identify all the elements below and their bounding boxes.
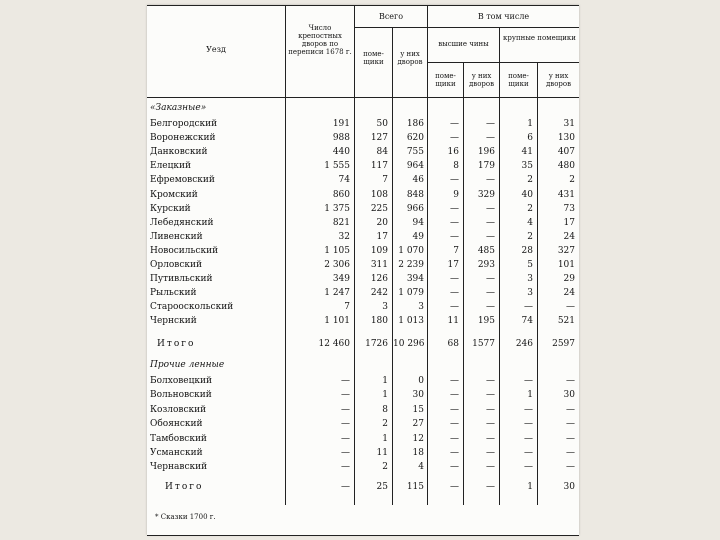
table-row-col-1: — [341,448,350,458]
table-row-col-2: 1 [382,390,388,400]
table-row-col-2: 108 [370,190,388,200]
total-row-2-col-2: 25 [376,482,388,492]
table-row-col-3: 620 [406,133,424,143]
total-row-2-col-5: — [486,482,495,492]
total-row-1-col-2: 1726 [365,339,388,349]
header-sub-pomeshchiki-1: поме-щики [435,72,456,88]
table-row-col-7: 2 [569,175,575,185]
table-row-col-1: 821 [332,218,350,228]
total-row-1-col-6: 246 [515,339,533,349]
table-row-col-2: 3 [382,302,388,312]
uezd-name: Путивльский [150,274,213,284]
table-row-col-6: 3 [527,274,533,284]
total-row-2-col-4: — [450,482,459,492]
footnote: * Сказки 1700 г. [155,513,216,521]
uezd-name: Старооскольский [150,302,234,312]
section-title-zakaznye: «Заказные» [150,103,207,113]
table-row-col-5: — [486,288,495,298]
table-row-col-2: 20 [376,218,388,228]
table-row-col-6: 2 [527,175,533,185]
header-vysshie-chiny: высшие чины [438,40,489,48]
table-row-col-3: 966 [406,204,424,214]
total-row-1-col-7: 2597 [552,339,575,349]
table-row-col-5: — [486,204,495,214]
table-row-col-7: — [566,448,575,458]
table-row-col-2: 225 [370,204,388,214]
table-row-col-2: 1 [382,434,388,444]
table-row-col-6: 5 [527,260,533,270]
table-row-col-7: 431 [557,190,575,200]
table-row-col-6: 1 [527,390,533,400]
uezd-name: Кромский [150,190,198,200]
uezd-name: Усманский [150,448,203,458]
table-row-col-5: — [486,302,495,312]
total-row-1-col-5: 1577 [472,339,495,349]
table-row-col-7: 24 [563,232,575,242]
table-top-rule [147,5,579,6]
table-row-col-3: 2 239 [398,260,424,270]
table-row-col-6: 1 [527,119,533,129]
table-row-col-4: — [450,232,459,242]
uezd-name: Тамбовский [150,434,207,444]
uezd-name: Рыльский [150,288,197,298]
total-label-1: Итого [157,339,196,349]
table-row-col-7: — [566,434,575,444]
table-row-col-4: — [450,175,459,185]
table-row-col-5: — [486,175,495,185]
table-row-col-5: — [486,419,495,429]
uezd-name: Болховецкий [150,376,213,386]
table-row-col-2: 311 [370,260,388,270]
table-row-col-6: 40 [521,190,533,200]
table-row-col-7: — [566,419,575,429]
table-row-col-2: 11 [376,448,388,458]
table-row-col-5: — [486,462,495,472]
table-row-col-7: 29 [563,274,575,284]
uezd-name: Обоянский [150,419,203,429]
table-row-col-3: 4 [418,462,424,472]
table-row-col-2: 1 [382,376,388,386]
total-row-1-col-1: 12 460 [318,339,350,349]
table-row-col-4: — [450,218,459,228]
header-v-tom-chisle: В том числе [477,12,530,21]
table-row-col-4: — [450,390,459,400]
table-row-col-7: 101 [557,260,575,270]
table-row-col-6: 41 [521,147,533,157]
table-row-col-6: 74 [521,316,533,326]
uezd-name: Курский [150,204,191,214]
table-row-col-3: 3 [418,302,424,312]
table-row-col-4: — [450,204,459,214]
uezd-name: Лебедянский [150,218,214,228]
table-row-col-2: 84 [376,147,388,157]
table-row-col-1: — [341,376,350,386]
table-row-col-4: — [450,419,459,429]
table-row-col-6: — [524,434,533,444]
table-row-col-6: 28 [521,246,533,256]
table-row-col-1: 1 375 [324,204,350,214]
table-row-col-6: 2 [527,232,533,242]
table-row-col-1: — [341,434,350,444]
total-row-1-col-3: 10 296 [393,339,425,349]
table-row-col-4: — [450,302,459,312]
table-row-col-2: 127 [370,133,388,143]
table-row-col-4: 7 [453,246,459,256]
table-row-col-5: — [486,218,495,228]
table-row-col-5: — [486,448,495,458]
table-row-col-3: 186 [406,119,424,129]
header-dvorov: Число крепостных дворов по переписи 1678 г. [288,24,352,56]
table-row-col-6: 6 [527,133,533,143]
table-row-col-2: 117 [370,161,388,171]
table-row-col-7: 17 [563,218,575,228]
table-row-col-6: — [524,302,533,312]
table-row-col-3: 848 [406,190,424,200]
table-row-col-5: — [486,405,495,415]
table-row-col-7: — [566,405,575,415]
table-row-col-4: — [450,274,459,284]
total-row-2-col-6: 1 [527,482,533,492]
total-row-2-col-3: 115 [406,482,424,492]
table-row-col-6: 35 [521,161,533,171]
table-row-col-5: 196 [477,147,495,157]
uezd-name: Новосильский [150,246,219,256]
table-row-col-3: 394 [406,274,424,284]
header-pomeshchiki: поме-щики [363,50,384,66]
table-row-col-5: — [486,119,495,129]
table-row-col-1: — [341,462,350,472]
table-row-col-7: 521 [557,316,575,326]
table-row-col-5: — [486,232,495,242]
table-row-col-6: 2 [527,204,533,214]
table-row-col-7: 130 [557,133,575,143]
table-row-col-3: 18 [412,448,424,458]
table-row-col-4: 17 [447,260,459,270]
header-vsego: Всего [378,12,404,21]
table-row-col-5: — [486,434,495,444]
header-uezd: Уезд [206,45,226,54]
table-row-col-1: 988 [332,133,350,143]
table-row-col-5: — [486,274,495,284]
header-u-nikh-dvorov: у них дворов [397,50,423,66]
table-row-col-2: 50 [376,119,388,129]
table-row-col-4: — [450,376,459,386]
header-rule-1 [355,27,579,28]
table-row-col-2: 17 [376,232,388,242]
table-row-col-7: 327 [557,246,575,256]
header-sub-pomeshchiki-2: поме-щики [508,72,529,88]
table-row-col-1: 32 [338,232,350,242]
table-row-col-4: — [450,119,459,129]
table-row-col-3: 30 [412,390,424,400]
table-row-col-6: 3 [527,288,533,298]
table-row-col-1: 191 [332,119,350,129]
uezd-name: Белгородский [150,119,218,129]
table-row-col-2: 2 [382,419,388,429]
table-row-col-7: 407 [557,147,575,157]
table-bottom-rule [147,535,579,536]
table-row-col-1: 860 [332,190,350,200]
header-bottom-rule [147,97,579,98]
table-row-col-7: 480 [557,161,575,171]
table-row-col-2: 109 [370,246,388,256]
table-row-col-6: — [524,462,533,472]
table-row-col-1: — [341,390,350,400]
table-row-col-2: 2 [382,462,388,472]
table-row-col-1: 1 105 [324,246,350,256]
table-row-col-3: 27 [412,419,424,429]
table-row-col-3: 49 [412,232,424,242]
table-row-col-4: 9 [453,190,459,200]
table-row-col-3: 964 [406,161,424,171]
table-row-col-1: 74 [338,175,350,185]
table-row-col-1: — [341,419,350,429]
table-row-col-7: — [566,462,575,472]
total-row-1-col-4: 68 [447,339,459,349]
table-row-col-2: 242 [370,288,388,298]
table-row-col-1: 7 [344,302,350,312]
table-row-col-3: 15 [412,405,424,415]
header-rule-2 [427,62,579,63]
table-row-col-4: 8 [453,161,459,171]
table-row-col-3: 755 [406,147,424,157]
table-row-col-1: 1 247 [324,288,350,298]
uezd-name: Данковский [150,147,208,157]
table-row-col-6: — [524,376,533,386]
table-row-col-5: — [486,390,495,400]
table-row-col-1: — [341,405,350,415]
table-row-col-5: — [486,376,495,386]
total-row-2-col-1: — [341,482,350,492]
table-row-col-7: 31 [563,119,575,129]
table-row-col-1: 1 555 [324,161,350,171]
table-row-col-5: 195 [477,316,495,326]
header-krupnye-pomeshchiki: крупные помещики [503,34,576,42]
table-row-col-2: 126 [370,274,388,284]
uezd-name: Орловский [150,260,203,270]
table-row-col-7: 24 [563,288,575,298]
table-row-col-4: — [450,448,459,458]
header-sub-dvorov-1: у них дворов [468,72,495,88]
table-row-col-7: 73 [563,204,575,214]
table-row-col-2: 180 [370,316,388,326]
table-row-col-5: 179 [477,161,495,171]
table-row-col-4: 16 [447,147,459,157]
total-label-2: Итого [165,482,204,492]
document-page [147,5,579,535]
table-row-col-2: 8 [382,405,388,415]
table-row-col-5: 293 [477,260,495,270]
table-row-col-3: 1 070 [398,246,424,256]
table-row-col-4: — [450,462,459,472]
table-row-col-2: 7 [382,175,388,185]
uezd-name: Ливенский [150,232,203,242]
table-row-col-6: — [524,419,533,429]
uezd-name: Чернский [150,316,197,326]
uezd-name: Воронежский [150,133,216,143]
table-row-col-1: 2 306 [324,260,350,270]
table-row-col-3: 94 [412,218,424,228]
total-row-2-col-7: 30 [563,482,575,492]
table-row-col-7: — [566,302,575,312]
table-row-col-4: — [450,434,459,444]
table-row-col-5: — [486,133,495,143]
uezd-name: Чернавский [150,462,208,472]
table-row-col-4: 11 [447,316,459,326]
table-row-col-4: — [450,133,459,143]
table-row-col-3: 1 079 [398,288,424,298]
table-row-col-7: 30 [563,390,575,400]
table-row-col-4: — [450,405,459,415]
table-row-col-5: 485 [477,246,495,256]
table-row-col-1: 440 [332,147,350,157]
table-row-col-4: — [450,288,459,298]
table-row-col-1: 349 [332,274,350,284]
uezd-name: Ефремовский [150,175,215,185]
table-row-col-3: 12 [412,434,424,444]
table-row-col-1: 1 101 [324,316,350,326]
uezd-name: Елецкий [150,161,192,171]
table-row-col-3: 46 [412,175,424,185]
table-row-col-3: 0 [418,376,424,386]
table-row-col-6: 4 [527,218,533,228]
table-row-col-7: — [566,376,575,386]
uezd-name: Козловский [150,405,207,415]
header-sub-dvorov-2: у них дворов [545,72,572,88]
table-row-col-5: 329 [477,190,495,200]
table-row-col-6: — [524,448,533,458]
table-row-col-3: 1 013 [398,316,424,326]
section-title-prochie: Прочие ленные [150,360,225,370]
table-row-col-6: — [524,405,533,415]
uezd-name: Вольновский [150,390,212,400]
